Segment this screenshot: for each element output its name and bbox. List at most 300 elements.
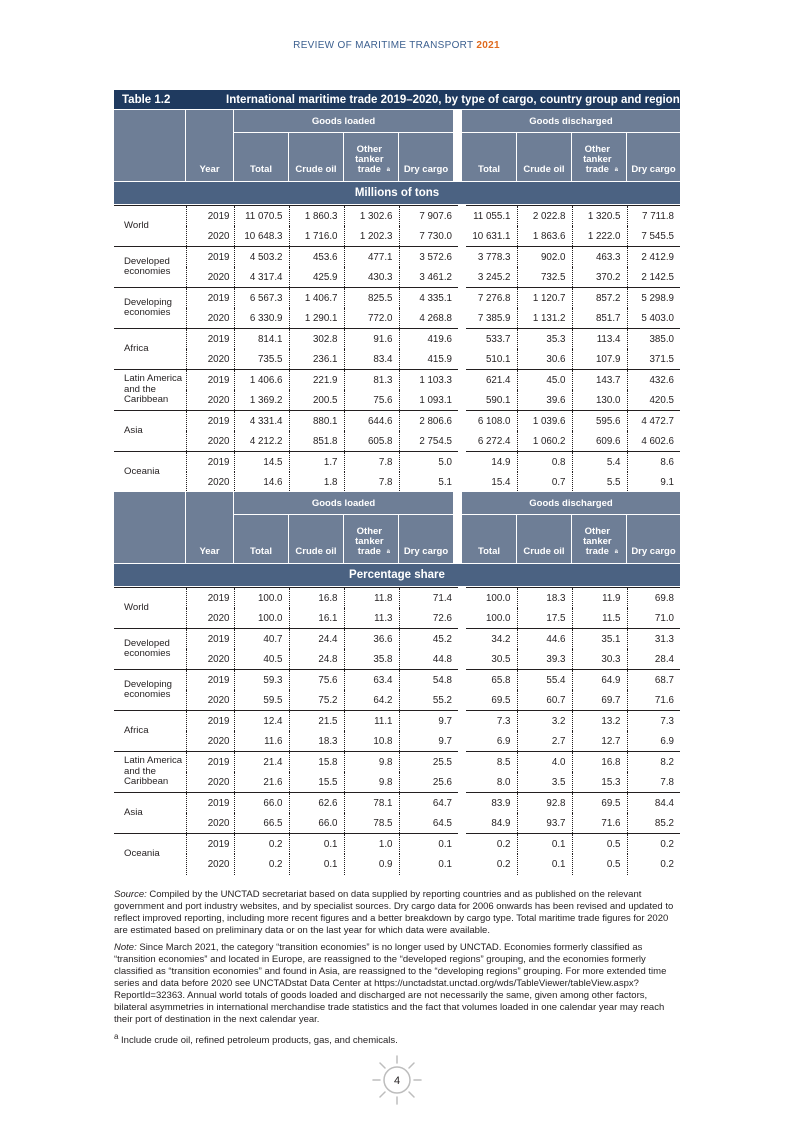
- page-number: 4: [393, 1075, 401, 1087]
- value-cell: 1 202.3: [344, 226, 399, 247]
- year-cell: 2019: [186, 588, 234, 609]
- value-cell: 6 108.0: [462, 411, 517, 432]
- year-cell: 2020: [186, 854, 234, 875]
- value-cell: 4 503.2: [234, 247, 289, 268]
- table-row: [114, 472, 680, 493]
- value-cell: 63.4: [344, 670, 399, 691]
- value-cell: 36.6: [344, 629, 399, 650]
- value-cell: 851.8: [289, 431, 344, 452]
- value-cell: 1 222.0: [572, 226, 627, 247]
- value-cell: 533.7: [462, 329, 517, 350]
- value-cell: 0.2: [234, 834, 289, 855]
- table-row: [114, 452, 680, 473]
- dry-cargo-header-discharged: Dry cargo: [627, 515, 680, 563]
- table-row: [114, 206, 680, 227]
- value-cell: 3.5: [517, 772, 572, 793]
- value-cell: 1.7: [289, 452, 344, 473]
- value-cell: 1 290.1: [289, 308, 344, 329]
- value-cell: 605.8: [344, 431, 399, 452]
- general-note: Note: Since March 2021, the category “transition economies” is no longer used by UNCTAD. Economies formerly classified as “transition economies” and located in Europe, are reassigned to the “developed regions” grouping, and the economies formerly classified as “transition economies” and found in Asia, are reassigned to the “developing regions” grouping. For more extended time series and data before 2020 see UNCTADstat Data Center at https://unctadstat.unctad.org/wds/TableViewer/tableView.aspx?ReportId=32363. Annual world totals of goods loaded and discharged are not necessarily the same, given among other factors, bilateral asymmetries in international merchandise trade statistics and the fact that volumes loaded in one calendar year may reach their port of destination in the next calendar year.: [114, 942, 667, 1025]
- value-cell: 75.6: [344, 390, 399, 411]
- year-cell: 2019: [186, 329, 234, 350]
- value-cell: 5.5: [572, 472, 627, 493]
- value-cell: 1 060.2: [517, 431, 572, 452]
- table-row: [114, 608, 680, 629]
- region-label: Asia: [114, 793, 186, 834]
- region-label: Asia: [114, 411, 186, 452]
- value-cell: 236.1: [289, 349, 344, 370]
- year-cell: 2020: [186, 731, 234, 752]
- footnote: $^a$ Include crude oil, refined petroleum products, gas, and chemicals.: [114, 1032, 398, 1047]
- value-cell: 1 039.6: [517, 411, 572, 432]
- region-label: Oceania: [114, 452, 186, 493]
- value-cell: 59.5: [234, 690, 289, 711]
- value-cell: 857.2: [572, 288, 627, 309]
- region-label: Africa: [114, 711, 186, 752]
- column-header-block: [114, 110, 680, 181]
- region-label: World: [114, 206, 186, 247]
- sun-icon: [371, 1054, 423, 1106]
- value-cell: 2 806.6: [399, 411, 462, 432]
- value-cell: 35.8: [344, 649, 399, 670]
- value-cell: 8.0: [462, 772, 517, 793]
- value-cell: 9.7: [399, 711, 462, 732]
- value-cell: 15.4: [462, 472, 517, 493]
- value-cell: 17.5: [517, 608, 572, 629]
- value-cell: 11.9: [572, 588, 627, 609]
- value-cell: 0.1: [517, 834, 572, 855]
- value-cell: 9.7: [399, 731, 462, 752]
- table-row: [114, 670, 680, 691]
- value-cell: 4 268.8: [399, 308, 462, 329]
- value-cell: 415.9: [399, 349, 462, 370]
- value-cell: 40.7: [234, 629, 289, 650]
- value-cell: 7 276.8: [462, 288, 517, 309]
- value-cell: 4 472.7: [627, 411, 680, 432]
- value-cell: 71.0: [654, 612, 674, 624]
- value-cell: 18.3: [289, 731, 344, 752]
- value-cell: 7 545.5: [641, 230, 674, 242]
- value-cell: 59.3: [234, 670, 289, 691]
- value-cell: 1 406.7: [289, 288, 344, 309]
- value-cell: 3 461.2: [399, 267, 462, 288]
- value-cell: 3 572.6: [399, 247, 462, 268]
- goods-loaded-header: Goods loaded: [234, 110, 453, 132]
- year-cell: 2019: [186, 206, 234, 227]
- value-cell: 7.3: [462, 711, 517, 732]
- region-label: Developed economies: [114, 247, 186, 288]
- year-cell: 2020: [186, 226, 234, 247]
- value-cell: 7.8: [344, 452, 399, 473]
- value-cell: 66.5: [234, 813, 289, 834]
- value-cell: 1.0: [344, 834, 399, 855]
- year-cell: 2020: [186, 690, 234, 711]
- other-tanker-header-discharged: Other tanker trade $_a$: [572, 133, 626, 181]
- value-cell: 3 778.3: [462, 247, 517, 268]
- value-cell: 45.0: [517, 370, 572, 391]
- value-cell: 0.2: [234, 854, 289, 875]
- year-cell: 2020: [186, 349, 234, 370]
- year-header: Year: [186, 492, 233, 563]
- value-cell: 21.6: [234, 772, 289, 793]
- value-cell: 64.9: [572, 670, 627, 691]
- value-cell: 78.5: [344, 813, 399, 834]
- table-row: [114, 793, 680, 814]
- year-cell: 2019: [186, 670, 234, 691]
- value-cell: 11.8: [344, 588, 399, 609]
- value-cell: 10 648.3: [234, 226, 289, 247]
- value-cell: 78.1: [344, 793, 399, 814]
- value-cell: 130.0: [572, 390, 627, 411]
- total-header-discharged: Total: [462, 515, 516, 563]
- value-cell: 62.6: [289, 793, 344, 814]
- value-cell: 75.6: [289, 670, 344, 691]
- table-row: [114, 329, 680, 350]
- value-cell: 6 272.4: [462, 431, 517, 452]
- value-cell: 2 754.5: [399, 431, 462, 452]
- value-cell: 25.5: [399, 752, 462, 773]
- section-band-percent: Percentage share: [114, 564, 680, 586]
- total-header-loaded: Total: [234, 515, 288, 563]
- value-cell: 40.5: [234, 649, 289, 670]
- value-cell: 93.7: [517, 813, 572, 834]
- year-cell: 2019: [186, 411, 234, 432]
- value-cell: 83.9: [462, 793, 517, 814]
- value-cell: 11.3: [344, 608, 399, 629]
- value-cell: 71.4: [399, 588, 462, 609]
- value-cell: 425.9: [289, 267, 344, 288]
- value-cell: 143.7: [572, 370, 627, 391]
- value-cell: 107.9: [572, 349, 627, 370]
- source-note: Source: Compiled by the UNCTAD secretariat based on data supplied by reporting countries and as published on the relevant government and port industry websites, and by specialist sources. Dry cargo data for 2006 onwards has been revised and updated to reflect improved reporting, including more recent figures and a better breakdown by cargo type. Total maritime trade figures for 2020 are estimated based on preliminary data or on the last year for which data were available.: [114, 889, 674, 936]
- value-cell: 5.1: [399, 472, 462, 493]
- value-cell: 772.0: [344, 308, 399, 329]
- value-cell: 91.6: [344, 329, 399, 350]
- value-cell: 2.7: [517, 731, 572, 752]
- value-cell: 100.0: [462, 608, 517, 629]
- value-cell: 2 412.9: [627, 247, 680, 268]
- value-cell: 66.0: [234, 793, 289, 814]
- value-cell: 100.0: [234, 588, 289, 609]
- table-row: [114, 752, 680, 773]
- value-cell: 35.3: [517, 329, 572, 350]
- value-cell: 4.0: [517, 752, 572, 773]
- year-cell: 2020: [186, 772, 234, 793]
- other-tanker-header-discharged: Other tanker trade $_a$: [572, 515, 626, 563]
- value-cell: 1 369.2: [234, 390, 289, 411]
- value-cell: 100.0: [462, 588, 517, 609]
- value-cell: 16.1: [289, 608, 344, 629]
- value-cell: 6 567.3: [234, 288, 289, 309]
- value-cell: 18.3: [517, 588, 572, 609]
- value-cell: 60.7: [517, 690, 572, 711]
- value-cell: 5 298.9: [627, 288, 680, 309]
- table-title-bar: [114, 90, 680, 109]
- value-cell: 1 320.5: [572, 206, 627, 227]
- crude-oil-header-discharged: Crude oil: [517, 515, 571, 563]
- value-cell: 644.6: [344, 411, 399, 432]
- table-row: [114, 370, 680, 391]
- total-header-loaded: Total: [234, 133, 288, 181]
- percent-table: [114, 587, 680, 875]
- value-cell: 814.1: [234, 329, 289, 350]
- total-header-discharged: Total: [462, 133, 516, 181]
- year-cell: 2020: [186, 267, 234, 288]
- running-head: [0, 40, 793, 51]
- value-cell: 430.3: [344, 267, 399, 288]
- crude-oil-header-discharged: Crude oil: [517, 133, 571, 181]
- value-cell: 66.0: [289, 813, 344, 834]
- dry-cargo-header-discharged: Dry cargo: [627, 133, 680, 181]
- other-tanker-header-loaded: Other tanker trade $_a$: [344, 133, 398, 181]
- year-header: Year: [186, 110, 233, 181]
- value-cell: 0.2: [462, 834, 517, 855]
- value-cell: 825.5: [344, 288, 399, 309]
- value-cell: 12.7: [572, 731, 627, 752]
- region-label: Developing economies: [114, 288, 186, 329]
- page-number-badge: [371, 1054, 423, 1106]
- year-cell: 2019: [186, 247, 234, 268]
- year-cell: 2020: [186, 813, 234, 834]
- value-cell: 44.6: [517, 629, 572, 650]
- table-row: [114, 690, 680, 711]
- value-cell: 6 330.9: [234, 308, 289, 329]
- value-cell: 69.5: [462, 690, 517, 711]
- value-cell: 3 245.2: [462, 267, 517, 288]
- section-band-tons: Millions of tons: [114, 182, 680, 204]
- value-cell: 5.4: [572, 452, 627, 473]
- value-cell: 4 317.4: [234, 267, 289, 288]
- region-label: Latin America and the Caribbean: [114, 370, 186, 411]
- value-cell: 735.5: [234, 349, 289, 370]
- table-number: Table 1.2: [122, 93, 171, 106]
- value-cell: 7 907.6: [399, 206, 462, 227]
- value-cell: 13.2: [572, 711, 627, 732]
- value-cell: 1 716.0: [289, 226, 344, 247]
- year-cell: 2019: [186, 370, 234, 391]
- value-cell: 11 055.1: [462, 206, 517, 227]
- value-cell: 0.7: [517, 472, 572, 493]
- value-cell: 25.6: [399, 772, 462, 793]
- value-cell: 11.1: [344, 711, 399, 732]
- value-cell: 16.8: [289, 588, 344, 609]
- value-cell: 200.5: [289, 390, 344, 411]
- goods-discharged-header: Goods discharged: [462, 492, 680, 514]
- table-row: [114, 772, 680, 793]
- goods-discharged-header: Goods discharged: [462, 110, 680, 132]
- value-cell: 2 142.5: [641, 271, 674, 283]
- value-cell: 24.8: [289, 649, 344, 670]
- value-cell: 64.5: [399, 813, 462, 834]
- value-cell: 21.4: [234, 752, 289, 773]
- value-cell: 463.3: [572, 247, 627, 268]
- value-cell: 16.8: [572, 752, 627, 773]
- value-cell: 71.6: [572, 813, 627, 834]
- table-row: [114, 731, 680, 752]
- table-row: [114, 349, 680, 370]
- year-cell: 2019: [186, 793, 234, 814]
- value-cell: 30.6: [517, 349, 572, 370]
- table-row: [114, 711, 680, 732]
- table-row: [114, 226, 680, 247]
- value-cell: 902.0: [517, 247, 572, 268]
- value-cell: 64.7: [399, 793, 462, 814]
- tons-table: [114, 205, 680, 493]
- value-cell: 0.1: [517, 854, 572, 875]
- value-cell: 3.2: [517, 711, 572, 732]
- value-cell: 69.7: [572, 690, 627, 711]
- region-header-cell: [114, 492, 185, 563]
- value-cell: 15.8: [289, 752, 344, 773]
- value-cell: 595.6: [572, 411, 627, 432]
- dry-cargo-header-loaded: Dry cargo: [399, 515, 453, 563]
- running-head-year: 2021: [476, 40, 500, 51]
- year-cell: 2020: [186, 431, 234, 452]
- value-cell: 1 103.3: [399, 370, 462, 391]
- value-cell: 7.8: [660, 776, 674, 788]
- value-cell: 35.1: [572, 629, 627, 650]
- value-cell: 453.6: [289, 247, 344, 268]
- crude-oil-header-loaded: Crude oil: [289, 133, 343, 181]
- value-cell: 5 403.0: [641, 312, 674, 324]
- value-cell: 11.5: [572, 608, 627, 629]
- value-cell: 84.9: [462, 813, 517, 834]
- value-cell: 72.6: [399, 608, 462, 629]
- value-cell: 0.2: [627, 834, 680, 855]
- value-cell: 15.5: [289, 772, 344, 793]
- value-cell: 419.6: [399, 329, 462, 350]
- value-cell: 11 070.5: [234, 206, 289, 227]
- running-head-title: REVIEW OF MARITIME TRANSPORT: [293, 40, 474, 51]
- value-cell: 7 711.8: [627, 206, 680, 227]
- table-notes: [114, 889, 680, 1052]
- value-cell: 221.9: [289, 370, 344, 391]
- value-cell: 92.8: [517, 793, 572, 814]
- value-cell: 28.4: [654, 653, 674, 665]
- value-cell: 4 212.2: [234, 431, 289, 452]
- table-row: [114, 834, 680, 855]
- value-cell: 68.7: [627, 670, 680, 691]
- value-cell: 30.3: [572, 649, 627, 670]
- value-cell: 39.6: [517, 390, 572, 411]
- table-row: [114, 288, 680, 309]
- value-cell: 0.1: [289, 854, 344, 875]
- table-row: [114, 247, 680, 268]
- value-cell: 6.9: [660, 735, 674, 747]
- value-cell: 4 602.6: [641, 435, 674, 447]
- value-cell: 420.5: [649, 394, 674, 406]
- value-cell: 1 120.7: [517, 288, 572, 309]
- value-cell: 45.2: [399, 629, 462, 650]
- value-cell: 1.8: [289, 472, 344, 493]
- value-cell: 9.8: [344, 772, 399, 793]
- value-cell: 7.8: [344, 472, 399, 493]
- value-cell: 54.8: [399, 670, 462, 691]
- table-row: [114, 813, 680, 834]
- value-cell: 10.8: [344, 731, 399, 752]
- table-row: [114, 390, 680, 411]
- year-cell: 2020: [186, 649, 234, 670]
- year-cell: 2020: [186, 308, 234, 329]
- value-cell: 55.2: [399, 690, 462, 711]
- value-cell: 0.2: [462, 854, 517, 875]
- value-cell: 621.4: [462, 370, 517, 391]
- value-cell: 21.5: [289, 711, 344, 732]
- value-cell: 385.0: [627, 329, 680, 350]
- region-label: Developed economies: [114, 629, 186, 670]
- region-label: Africa: [114, 329, 186, 370]
- value-cell: 24.4: [289, 629, 344, 650]
- value-cell: 65.8: [462, 670, 517, 691]
- table-row: [114, 588, 680, 609]
- value-cell: 10 631.1: [462, 226, 517, 247]
- value-cell: 0.5: [572, 834, 627, 855]
- column-header-block: [114, 492, 680, 563]
- value-cell: 69.8: [627, 588, 680, 609]
- value-cell: 1 406.6: [234, 370, 289, 391]
- value-cell: 0.5: [572, 854, 627, 875]
- dry-cargo-header-loaded: Dry cargo: [399, 133, 453, 181]
- table-row: [114, 854, 680, 875]
- value-cell: 44.8: [399, 649, 462, 670]
- value-cell: 370.2: [572, 267, 627, 288]
- value-cell: 1 863.6: [517, 226, 572, 247]
- value-cell: 34.2: [462, 629, 517, 650]
- value-cell: 609.6: [572, 431, 627, 452]
- value-cell: 0.1: [399, 854, 462, 875]
- value-cell: 8.5: [462, 752, 517, 773]
- region-label: Oceania: [114, 834, 186, 875]
- value-cell: 0.1: [289, 834, 344, 855]
- value-cell: 477.1: [344, 247, 399, 268]
- value-cell: 590.1: [462, 390, 517, 411]
- year-cell: 2019: [186, 834, 234, 855]
- value-cell: 64.2: [344, 690, 399, 711]
- value-cell: 14.9: [462, 452, 517, 473]
- value-cell: 880.1: [289, 411, 344, 432]
- table-row: [114, 629, 680, 650]
- year-cell: 2020: [186, 472, 234, 493]
- value-cell: 7 385.9: [462, 308, 517, 329]
- value-cell: 0.9: [344, 854, 399, 875]
- value-cell: 8.6: [627, 452, 680, 473]
- region-label: Latin America and the Caribbean: [114, 752, 186, 793]
- value-cell: 371.5: [649, 353, 674, 365]
- year-cell: 2020: [186, 390, 234, 411]
- value-cell: 9.1: [660, 476, 674, 488]
- value-cell: 0.8: [517, 452, 572, 473]
- other-tanker-header-loaded: Other tanker trade $_a$: [344, 515, 398, 563]
- value-cell: 11.6: [234, 731, 289, 752]
- region-label: World: [114, 588, 186, 629]
- value-cell: 510.1: [462, 349, 517, 370]
- table-row: [114, 411, 680, 432]
- value-cell: 14.6: [234, 472, 289, 493]
- value-cell: 100.0: [234, 608, 289, 629]
- value-cell: 14.5: [234, 452, 289, 473]
- table-row: [114, 431, 680, 452]
- value-cell: 1 131.2: [517, 308, 572, 329]
- value-cell: 75.2: [289, 690, 344, 711]
- goods-loaded-header: Goods loaded: [234, 492, 453, 514]
- year-cell: 2019: [186, 288, 234, 309]
- region-header-cell: [114, 110, 185, 181]
- value-cell: 69.5: [572, 793, 627, 814]
- year-cell: 2019: [186, 752, 234, 773]
- value-cell: 0.2: [660, 858, 674, 870]
- value-cell: 6.9: [462, 731, 517, 752]
- region-label: Developing economies: [114, 670, 186, 711]
